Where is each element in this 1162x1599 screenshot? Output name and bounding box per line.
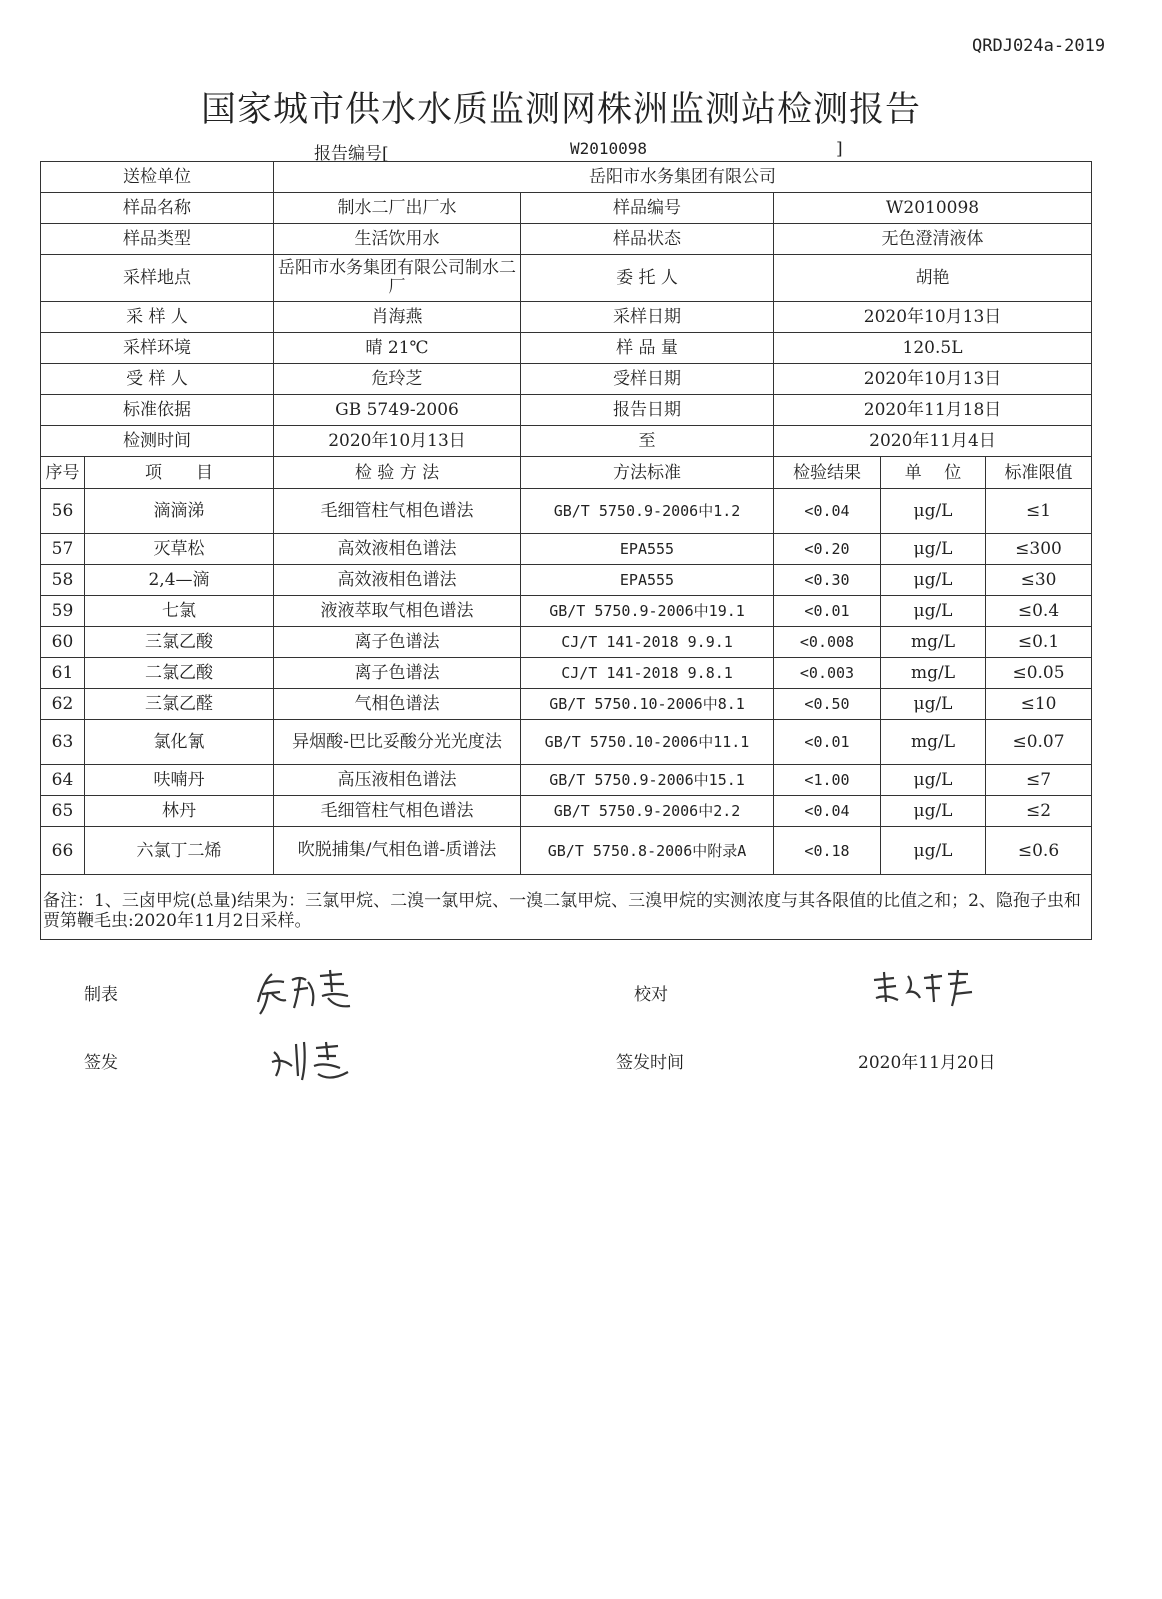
result-row bbox=[41, 596, 1092, 627]
header-method: 检 验 方 法 bbox=[274, 457, 521, 489]
result-no: 61 bbox=[41, 658, 85, 689]
result-row bbox=[41, 796, 1092, 827]
result-limit: ≤0.05 bbox=[986, 658, 1092, 689]
info-label: 受 样 人 bbox=[41, 364, 274, 395]
result-item: 呋喃丹 bbox=[85, 765, 274, 796]
info-value: 危玲芝 bbox=[274, 364, 521, 395]
info-row bbox=[41, 333, 1092, 364]
client-row bbox=[41, 162, 1092, 193]
sample-info bbox=[41, 162, 1092, 457]
remarks-row bbox=[41, 875, 1092, 940]
result-item: 滴滴涕 bbox=[85, 489, 274, 534]
info-label: 委 托 人 bbox=[521, 255, 774, 302]
report-number-close: ] bbox=[836, 139, 843, 159]
result-no: 59 bbox=[41, 596, 85, 627]
report-number-value: W2010098 bbox=[570, 139, 648, 158]
result-result: <0.01 bbox=[774, 720, 881, 765]
result-method: 液液萃取气相色谱法 bbox=[274, 596, 521, 627]
client-value: 岳阳市水务集团有限公司 bbox=[274, 162, 1092, 193]
result-item: 二氯乙酸 bbox=[85, 658, 274, 689]
result-row bbox=[41, 565, 1092, 596]
result-unit: mg/L bbox=[881, 627, 986, 658]
info-label: 样品编号 bbox=[521, 193, 774, 224]
info-label: 样品名称 bbox=[41, 193, 274, 224]
result-limit: ≤7 bbox=[986, 765, 1092, 796]
result-standard: EPA555 bbox=[521, 565, 774, 596]
info-value: 岳阳市水务集团有限公司制水二厂 bbox=[274, 255, 521, 302]
result-item: 七氯 bbox=[85, 596, 274, 627]
info-label: 样品类型 bbox=[41, 224, 274, 255]
result-no: 56 bbox=[41, 489, 85, 534]
result-method: 毛细管柱气相色谱法 bbox=[274, 489, 521, 534]
test-time-to: 2020年11月4日 bbox=[774, 426, 1092, 457]
result-method: 异烟酸-巴比妥酸分光光度法 bbox=[274, 720, 521, 765]
result-row bbox=[41, 658, 1092, 689]
info-value: 制水二厂出厂水 bbox=[274, 193, 521, 224]
result-unit: μg/L bbox=[881, 765, 986, 796]
result-row bbox=[41, 489, 1092, 534]
info-label: 样品状态 bbox=[521, 224, 774, 255]
result-item: 灭草松 bbox=[85, 534, 274, 565]
info-value: 2020年10月13日 bbox=[774, 302, 1092, 333]
report-number-label: 报告编号[ bbox=[314, 144, 389, 164]
result-result: <0.04 bbox=[774, 489, 881, 534]
result-standard: GB/T 5750.10-2006中11.1 bbox=[521, 720, 774, 765]
info-value: W2010098 bbox=[774, 193, 1092, 224]
result-no: 64 bbox=[41, 765, 85, 796]
results-table bbox=[41, 457, 1092, 875]
result-standard: GB/T 5750.9-2006中2.2 bbox=[521, 796, 774, 827]
info-label: 采样环境 bbox=[41, 333, 274, 364]
result-method: 吹脱捕集/气相色谱-质谱法 bbox=[274, 827, 521, 875]
header-unit: 单 位 bbox=[881, 457, 986, 489]
result-standard: EPA555 bbox=[521, 534, 774, 565]
result-row bbox=[41, 627, 1092, 658]
result-limit: ≤0.07 bbox=[986, 720, 1092, 765]
result-result: <0.01 bbox=[774, 596, 881, 627]
info-row bbox=[41, 255, 1092, 302]
result-limit: ≤10 bbox=[986, 689, 1092, 720]
result-result: <0.003 bbox=[774, 658, 881, 689]
result-unit: μg/L bbox=[881, 565, 986, 596]
info-label: 采 样 人 bbox=[41, 302, 274, 333]
info-label: 采样日期 bbox=[521, 302, 774, 333]
info-row bbox=[41, 193, 1092, 224]
result-unit: μg/L bbox=[881, 827, 986, 875]
info-value: 晴 21℃ bbox=[274, 333, 521, 364]
info-value: 胡艳 bbox=[774, 255, 1092, 302]
issue-date: 2020年11月20日 bbox=[858, 1053, 996, 1073]
result-standard: GB/T 5750.8-2006中附录A bbox=[521, 827, 774, 875]
info-label: 样 品 量 bbox=[521, 333, 774, 364]
result-unit: μg/L bbox=[881, 596, 986, 627]
result-no: 65 bbox=[41, 796, 85, 827]
handwritten-signature-prepared bbox=[250, 962, 360, 1017]
result-method: 高压液相色谱法 bbox=[274, 765, 521, 796]
result-limit: ≤300 bbox=[986, 534, 1092, 565]
result-unit: μg/L bbox=[881, 796, 986, 827]
info-row bbox=[41, 302, 1092, 333]
result-method: 离子色谱法 bbox=[274, 658, 521, 689]
info-row bbox=[41, 395, 1092, 426]
report-table bbox=[40, 161, 1092, 940]
info-label: 采样地点 bbox=[41, 255, 274, 302]
result-no: 66 bbox=[41, 827, 85, 875]
result-method: 毛细管柱气相色谱法 bbox=[274, 796, 521, 827]
result-unit: mg/L bbox=[881, 720, 986, 765]
result-limit: ≤1 bbox=[986, 489, 1092, 534]
info-value: 肖海燕 bbox=[274, 302, 521, 333]
result-row bbox=[41, 534, 1092, 565]
info-value: 生活饮用水 bbox=[274, 224, 521, 255]
result-limit: ≤30 bbox=[986, 565, 1092, 596]
result-standard: GB/T 5750.10-2006中8.1 bbox=[521, 689, 774, 720]
handwritten-signature-issued bbox=[268, 1036, 358, 1084]
result-no: 58 bbox=[41, 565, 85, 596]
info-label: 报告日期 bbox=[521, 395, 774, 426]
handwritten-signature-checked bbox=[868, 962, 978, 1012]
header-result: 检验结果 bbox=[774, 457, 881, 489]
client-label: 送检单位 bbox=[41, 162, 274, 193]
result-unit: μg/L bbox=[881, 689, 986, 720]
result-row bbox=[41, 720, 1092, 765]
result-item: 2,4—滴 bbox=[85, 565, 274, 596]
test-time-from: 2020年10月13日 bbox=[274, 426, 521, 457]
issued-label: 签发 bbox=[84, 1053, 118, 1073]
result-method: 高效液相色谱法 bbox=[274, 534, 521, 565]
test-time-label: 检测时间 bbox=[41, 426, 274, 457]
checked-label: 校对 bbox=[634, 985, 668, 1005]
header-item: 项 目 bbox=[85, 457, 274, 489]
result-no: 63 bbox=[41, 720, 85, 765]
result-item: 三氯乙酸 bbox=[85, 627, 274, 658]
info-label: 受样日期 bbox=[521, 364, 774, 395]
result-unit: μg/L bbox=[881, 534, 986, 565]
result-standard: CJ/T 141-2018 9.9.1 bbox=[521, 627, 774, 658]
result-result: <0.04 bbox=[774, 796, 881, 827]
info-value: 120.5L bbox=[774, 333, 1092, 364]
result-unit: mg/L bbox=[881, 658, 986, 689]
document-code: QRDJ024a-2019 bbox=[972, 36, 1106, 56]
result-method: 高效液相色谱法 bbox=[274, 565, 521, 596]
test-time-row bbox=[41, 426, 1092, 457]
info-row bbox=[41, 364, 1092, 395]
info-row bbox=[41, 224, 1092, 255]
result-result: <1.00 bbox=[774, 765, 881, 796]
result-item: 氯化氰 bbox=[85, 720, 274, 765]
result-result: <0.50 bbox=[774, 689, 881, 720]
prepared-label: 制表 bbox=[84, 985, 118, 1005]
result-unit: μg/L bbox=[881, 489, 986, 534]
result-standard: GB/T 5750.9-2006中19.1 bbox=[521, 596, 774, 627]
result-result: <0.30 bbox=[774, 565, 881, 596]
info-value: 2020年10月13日 bbox=[774, 364, 1092, 395]
info-value: 2020年11月18日 bbox=[774, 395, 1092, 426]
result-no: 57 bbox=[41, 534, 85, 565]
result-standard: GB/T 5750.9-2006中15.1 bbox=[521, 765, 774, 796]
result-limit: ≤0.4 bbox=[986, 596, 1092, 627]
result-no: 60 bbox=[41, 627, 85, 658]
result-result: <0.18 bbox=[774, 827, 881, 875]
info-label: 标准依据 bbox=[41, 395, 274, 426]
result-limit: ≤2 bbox=[986, 796, 1092, 827]
result-standard: CJ/T 141-2018 9.8.1 bbox=[521, 658, 774, 689]
remarks: 备注：1、三卤甲烷(总量)结果为：三氯甲烷、二溴一氯甲烷、一溴二氯甲烷、三溴甲烷的实测浓度与其各限值的比值之和；2、隐孢子虫和贾第鞭毛虫:2020年11月2日采样。 bbox=[41, 875, 1092, 940]
result-item: 六氯丁二烯 bbox=[85, 827, 274, 875]
result-standard: GB/T 5750.9-2006中1.2 bbox=[521, 489, 774, 534]
result-item: 三氯乙醛 bbox=[85, 689, 274, 720]
result-result: <0.20 bbox=[774, 534, 881, 565]
result-method: 离子色谱法 bbox=[274, 627, 521, 658]
header-limit: 标准限值 bbox=[986, 457, 1092, 489]
info-value: 无色澄清液体 bbox=[774, 224, 1092, 255]
result-limit: ≤0.1 bbox=[986, 627, 1092, 658]
result-row bbox=[41, 689, 1092, 720]
header-no: 序号 bbox=[41, 457, 85, 489]
test-time-to-label: 至 bbox=[521, 426, 774, 457]
result-limit: ≤0.6 bbox=[986, 827, 1092, 875]
header-standard: 方法标准 bbox=[521, 457, 774, 489]
result-item: 林丹 bbox=[85, 796, 274, 827]
result-no: 62 bbox=[41, 689, 85, 720]
info-value: GB 5749-2006 bbox=[274, 395, 521, 426]
result-row bbox=[41, 827, 1092, 875]
result-result: <0.008 bbox=[774, 627, 881, 658]
result-row bbox=[41, 765, 1092, 796]
report-title: 国家城市供水水质监测网株洲监测站检测报告 bbox=[200, 90, 921, 130]
results-header-row bbox=[41, 457, 1092, 489]
issue-time-label: 签发时间 bbox=[616, 1053, 684, 1073]
result-method: 气相色谱法 bbox=[274, 689, 521, 720]
